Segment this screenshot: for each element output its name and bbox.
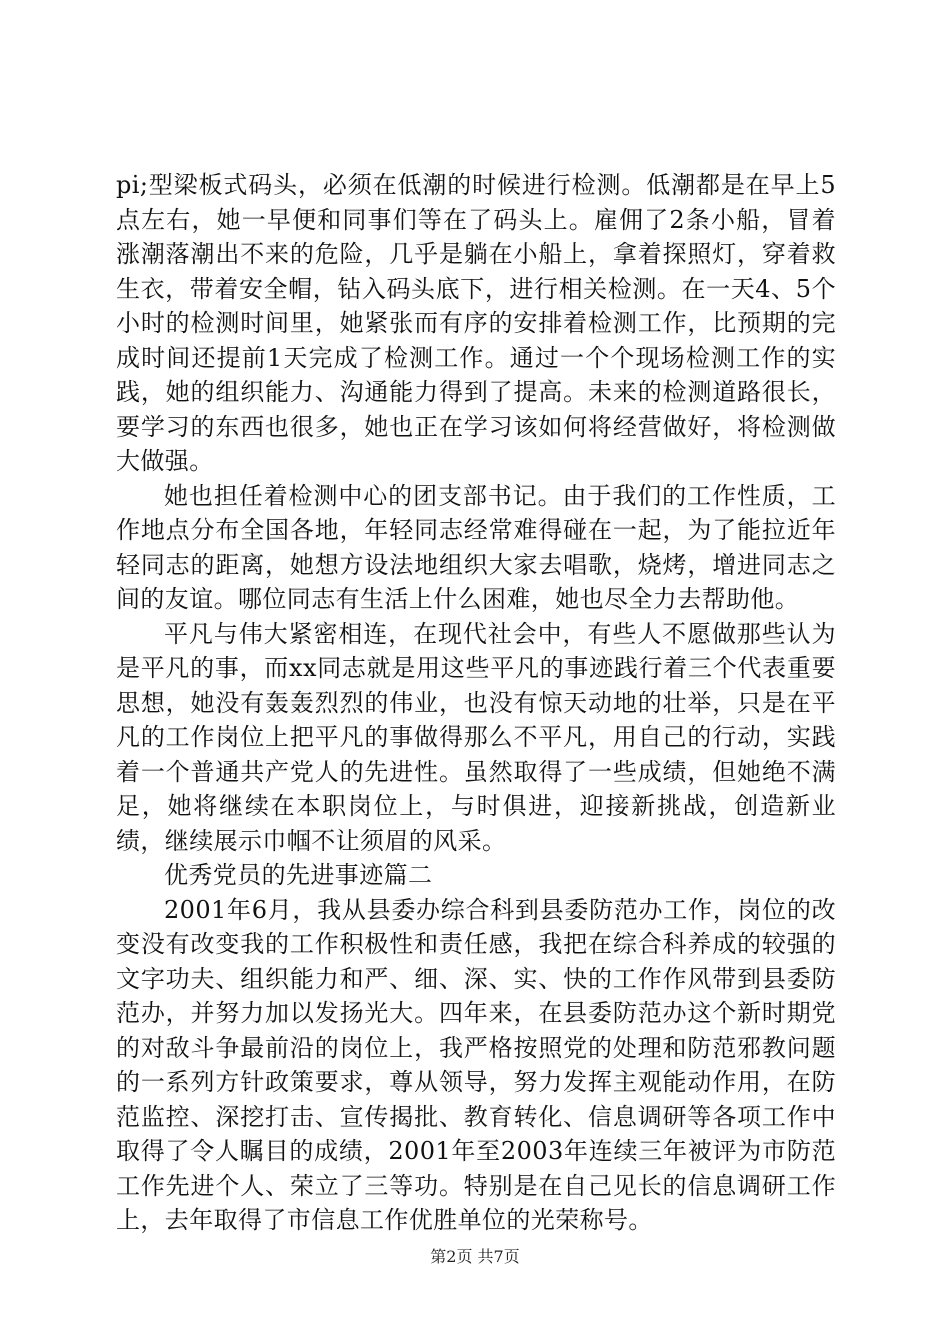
paragraph-1: pi;型梁板式码头，必须在低潮的时候进行检测。低潮都是在早上5点左右，她一早便和同事们等在了码头上。雇佣了2条小船，冒着涨潮落潮出不来的危险，几乎是躺在小船上，拿着探照灯，穿着救生衣，带着安全帽，钻入码头底下，进行相关检测。在一天4、5个小时的检测时间里，她紧张而有序的安排着检测工作，比预期的完成时间还提前1天完成了检测工作。通过一个个现场检测工作的实践，她的组织能力、沟通能力得到了提高。未来的检测道路很长，要学习的东西也很多，她也正在学习该如何将经营做好，将检测做大做强。 [116,171,836,475]
paragraph-3: 平凡与伟大紧密相连，在现代社会中，有些人不愿做那些认为是平凡的事，而xx同志就是用这些平凡的事迹践行着三个代表重要思想，她没有轰轰烈烈的伟业，也没有惊天动地的壮举，只是在平凡的工作岗位上把平凡的事做得那么不平凡，用自己的行动，实践着一个普通共产党人的先进性。虽然取得了一些成绩，但她绝不满足，她将继续在本职岗位上，与时俱进，迎接新挑战，创造新业绩，继续展示巾帼不让须眉的风采。 [116,619,836,855]
paragraph-2: 她也担任着检测中心的团支部书记。由于我们的工作性质，工作地点分布全国各地，年轻同志经常难得碰在一起，为了能拉近年轻同志的距离，她想方设法地组织大家去唱歌，烧烤，增进同志之间的友谊。哪位同志有生活上什么困难，她也尽全力去帮助他。 [116,481,836,613]
section-heading: 优秀党员的先进事迹篇二 [164,861,433,889]
paragraph-4: 2001年6月，我从县委办综合科到县委防范办工作，岗位的改变没有改变我的工作积极性和责任感，我把在综合科养成的较强的文字功夫、组织能力和严、细、深、实、快的工作作风带到县委防范办，并努力加以发扬光大。四年来，在县委防范办这个新时期党的对敌斗争最前沿的岗位上，我严格按照党的处理和防范邪教问题的一系列方针政策要求，尊从领导，努力发挥主观能动作用，在防范监控、深挖打击、宣传揭批、教育转化、信息调研等各项工作中取得了令人瞩目的成绩，2001年至2003年连续三年被评为市防范工作先进个人、荣立了三等功。特别是在自己见长的信息调研工作上，去年取得了市信息工作优胜单位的光荣称号。 [116,895,836,1234]
page-number-footer: 第2页 共7页 [430,1247,520,1266]
document-body [116,168,836,1238]
